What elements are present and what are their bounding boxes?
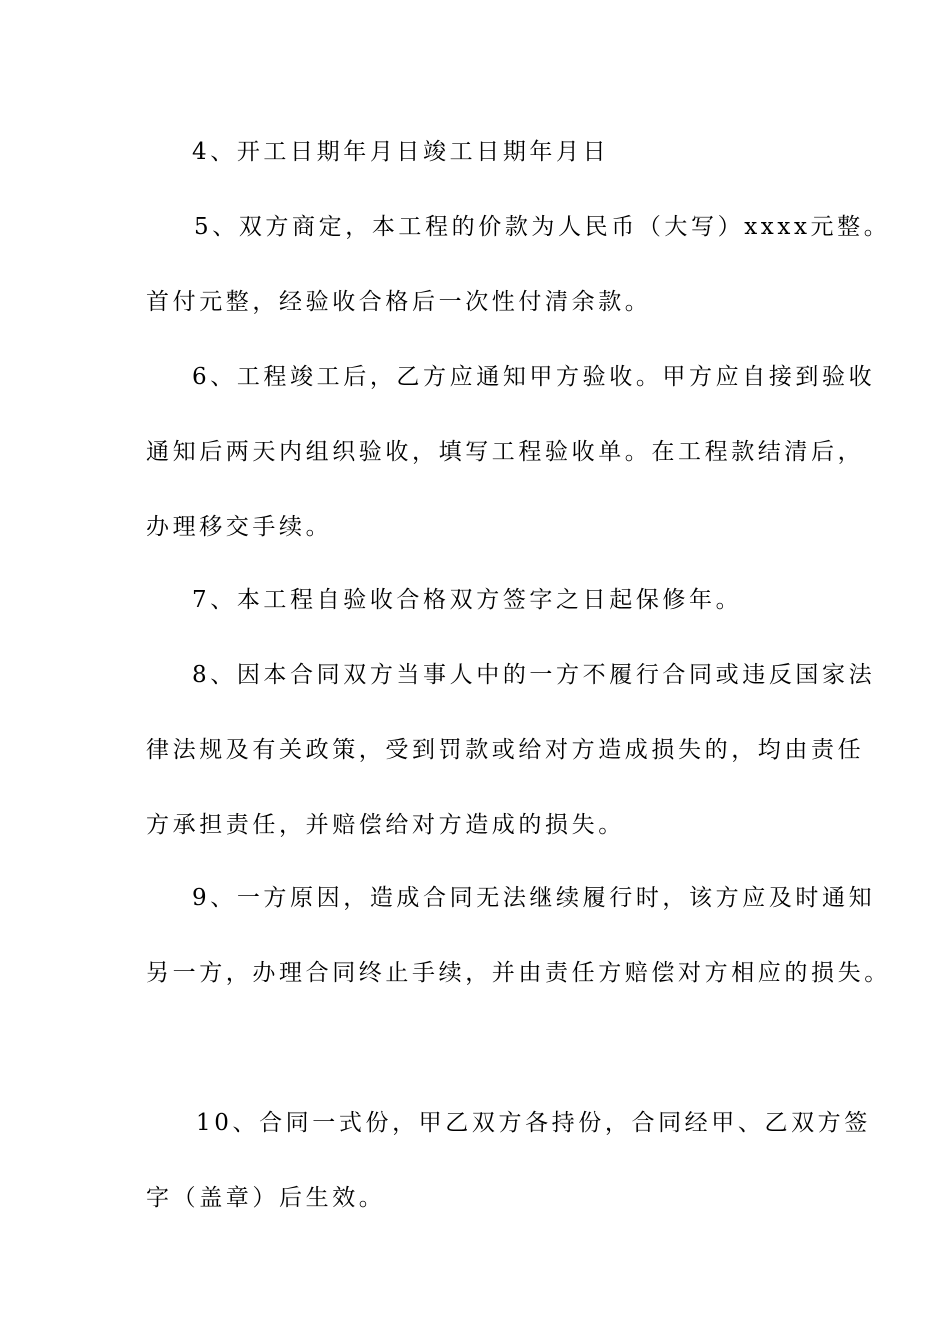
clause-5-line-1: 5、双方商定，本工程的价款为人民币（大写）xxxx元整。 (194, 214, 891, 240)
clause-4-line-1: 4、开工日期年月日竣工日期年月日 (192, 139, 610, 165)
clause-6-line-3: 办理移交手续。 (146, 514, 333, 540)
clause-6-line-1: 6、工程竣工后，乙方应通知甲方验收。甲方应自接到验收 (192, 364, 876, 390)
clause-6-line-2: 通知后两天内组织验收，填写工程验收单。在工程款结清后， (146, 439, 865, 465)
clause-9-line-1: 9、一方原因，造成合同无法继续履行时，该方应及时通知 (192, 885, 876, 911)
clause-5-line-2: 首付元整，经验收合格后一次性付清余款。 (146, 289, 652, 315)
clause-7-line-1: 7、本工程自验收合格双方签字之日起保修年。 (192, 587, 743, 613)
clause-9-line-2: 另一方，办理合同终止手续，并由责任方赔偿对方相应的损失。 (146, 960, 891, 986)
clause-8-line-2: 律法规及有关政策，受到罚款或给对方造成损失的，均由责任 (146, 737, 865, 763)
clause-10-line-2: 字（盖章）后生效。 (146, 1185, 386, 1211)
clause-10-line-1: 10、合同一式份，甲乙双方各持份，合同经甲、乙双方签 (196, 1110, 871, 1136)
clause-8-line-1: 8、因本合同双方当事人中的一方不履行合同或违反国家法 (192, 662, 876, 688)
clause-8-line-3: 方承担责任，并赔偿给对方造成的损失。 (146, 812, 625, 838)
